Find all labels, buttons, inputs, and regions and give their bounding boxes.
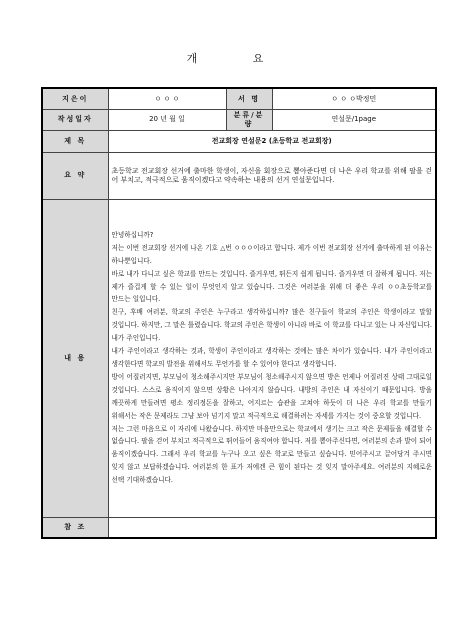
reference-value bbox=[108, 517, 436, 538]
content-paragraph: 안녕하십니까? bbox=[111, 230, 154, 239]
page-title: 개 요 bbox=[186, 52, 290, 65]
author-row bbox=[42, 88, 436, 109]
content-paragraph: 방이 어질러지면, 부모님이 청소해주시지만 부모님이 청소해주시지 않으면 방은 언제나 어질러진 상태 그대로일 것입니다. 스스로 움직이지 않으면 상황은 나아지지 않습니다. 내방의 주인은 내 자신이기 때문입니다. 방을 깨끗하게 만들려면 평소 정리정돈을 잘하고, 어지르는 습관을 고쳐야 하듯이 더 나은 우리 학교를 만들기 위해서는 작은 문제라도 그냥 보아 넘기지 말고 적극적으로 해결하려는 자세를 가지는 것이 중요할 것입니다. bbox=[111, 372, 432, 420]
content-body bbox=[108, 199, 436, 517]
sign-label: 서 명 bbox=[226, 88, 272, 109]
content-paragraph: 친구, 후배 여러분, 학교의 주인은 누구라고 생각하십니까? 많은 친구들이 학교의 주인은 학생이라고 말할 것입니다. 하지만, 그 말은 틀렸습니다. 학교의 주인은 학생이 아니라 바로 이 학교를 다니고 있는 나 자신입니다. 내가 주인입니다. bbox=[111, 308, 432, 343]
content-paragraph: 내가 주인이라고 생각하는 것과, 학생이 주인이라고 생각하는 것에는 많은 차이가 있습니다. 내가 주인이라고 생각한다면 학교의 발전을 위해서도 무언가를 할 수 있어야 한다고 생각합니다. bbox=[111, 347, 432, 368]
content-row bbox=[42, 199, 436, 517]
subject-row bbox=[42, 130, 436, 152]
content-paragraph: 저는 이번 전교회장 선거에 나온 기호 △번 ㅇㅇㅇ이라고 합니다. 제가 이번 전교회장 선거에 출마하게 된 이유는 하나뿐입니다. bbox=[111, 243, 432, 265]
category-value: 연설문/1page bbox=[272, 109, 436, 130]
date-value: 20 년 월 일 bbox=[108, 109, 226, 130]
author-value: ㅇ ㅇ ㅇ bbox=[108, 88, 226, 109]
date-row bbox=[42, 109, 436, 130]
summary-table bbox=[41, 87, 437, 539]
summary-text: 초등학교 전교회장 선거에 출마한 학생이, 자신을 회장으로 뽑아준다면 더 나은 우리 학교를 위해 팔을 걷어 부치고, 적극적으로 움직이겠다고 약속하는 내용의 선거 연설문입니다. bbox=[108, 152, 436, 199]
subject-value: 전교회장 연설문2 (초등학교 전교회장) bbox=[108, 130, 436, 152]
date-label: 작성일자 bbox=[42, 109, 108, 130]
subject-label: 제 목 bbox=[42, 130, 108, 152]
sign-value: ㅇ ㅇ ㅇ박정민 bbox=[272, 88, 436, 109]
content-paragraph: 바로 내가 다니고 싶은 학교를 만드는 것입니다. 즐거우면, 뛰든지 쉽게 됩니다. 즐거우면 더 잘하게 됩니다. 저는 제가 즐겁게 할 수 있는 일이 무엇인지 알고 있습니다. 그것은 여러분을 위해 더 좋은 우리 ㅇㅇ초등학교를 만드는 일입니다. bbox=[111, 269, 432, 304]
content-label: 내 용 bbox=[42, 199, 108, 517]
reference-row bbox=[42, 517, 436, 538]
category-label: 분류/분량 bbox=[226, 109, 272, 130]
reference-label: 참 조 bbox=[42, 517, 108, 538]
author-label: 지은이 bbox=[42, 88, 108, 109]
summary-row bbox=[42, 152, 436, 199]
content-paragraph: 저는 그런 마음으로 이 자리에 나왔습니다. 하지만 마음만으로는 학교에서 생기는 크고 작은 문제들을 해결할 수 없습니다. 팔을 걷어 부치고 적극적으로 뛰어들어 움직여야 합니다. 저를 뽑아주신다면, 여러분의 손과 발이 되어 움직이겠습니다. 그래서 우리 학교를 누구나 오고 싶은 학교로 만들고 싶습니다. 믿어주시고 끌어당겨 주시면 잊지 않고 보답하겠습니다. 여러분의 한 표가 저에겐 큰 힘이 된다는 것 잊지 말아주세요. 여러분의 지혜로운 선택 기대하겠습니다. bbox=[111, 424, 432, 485]
summary-label: 요 약 bbox=[42, 152, 108, 199]
